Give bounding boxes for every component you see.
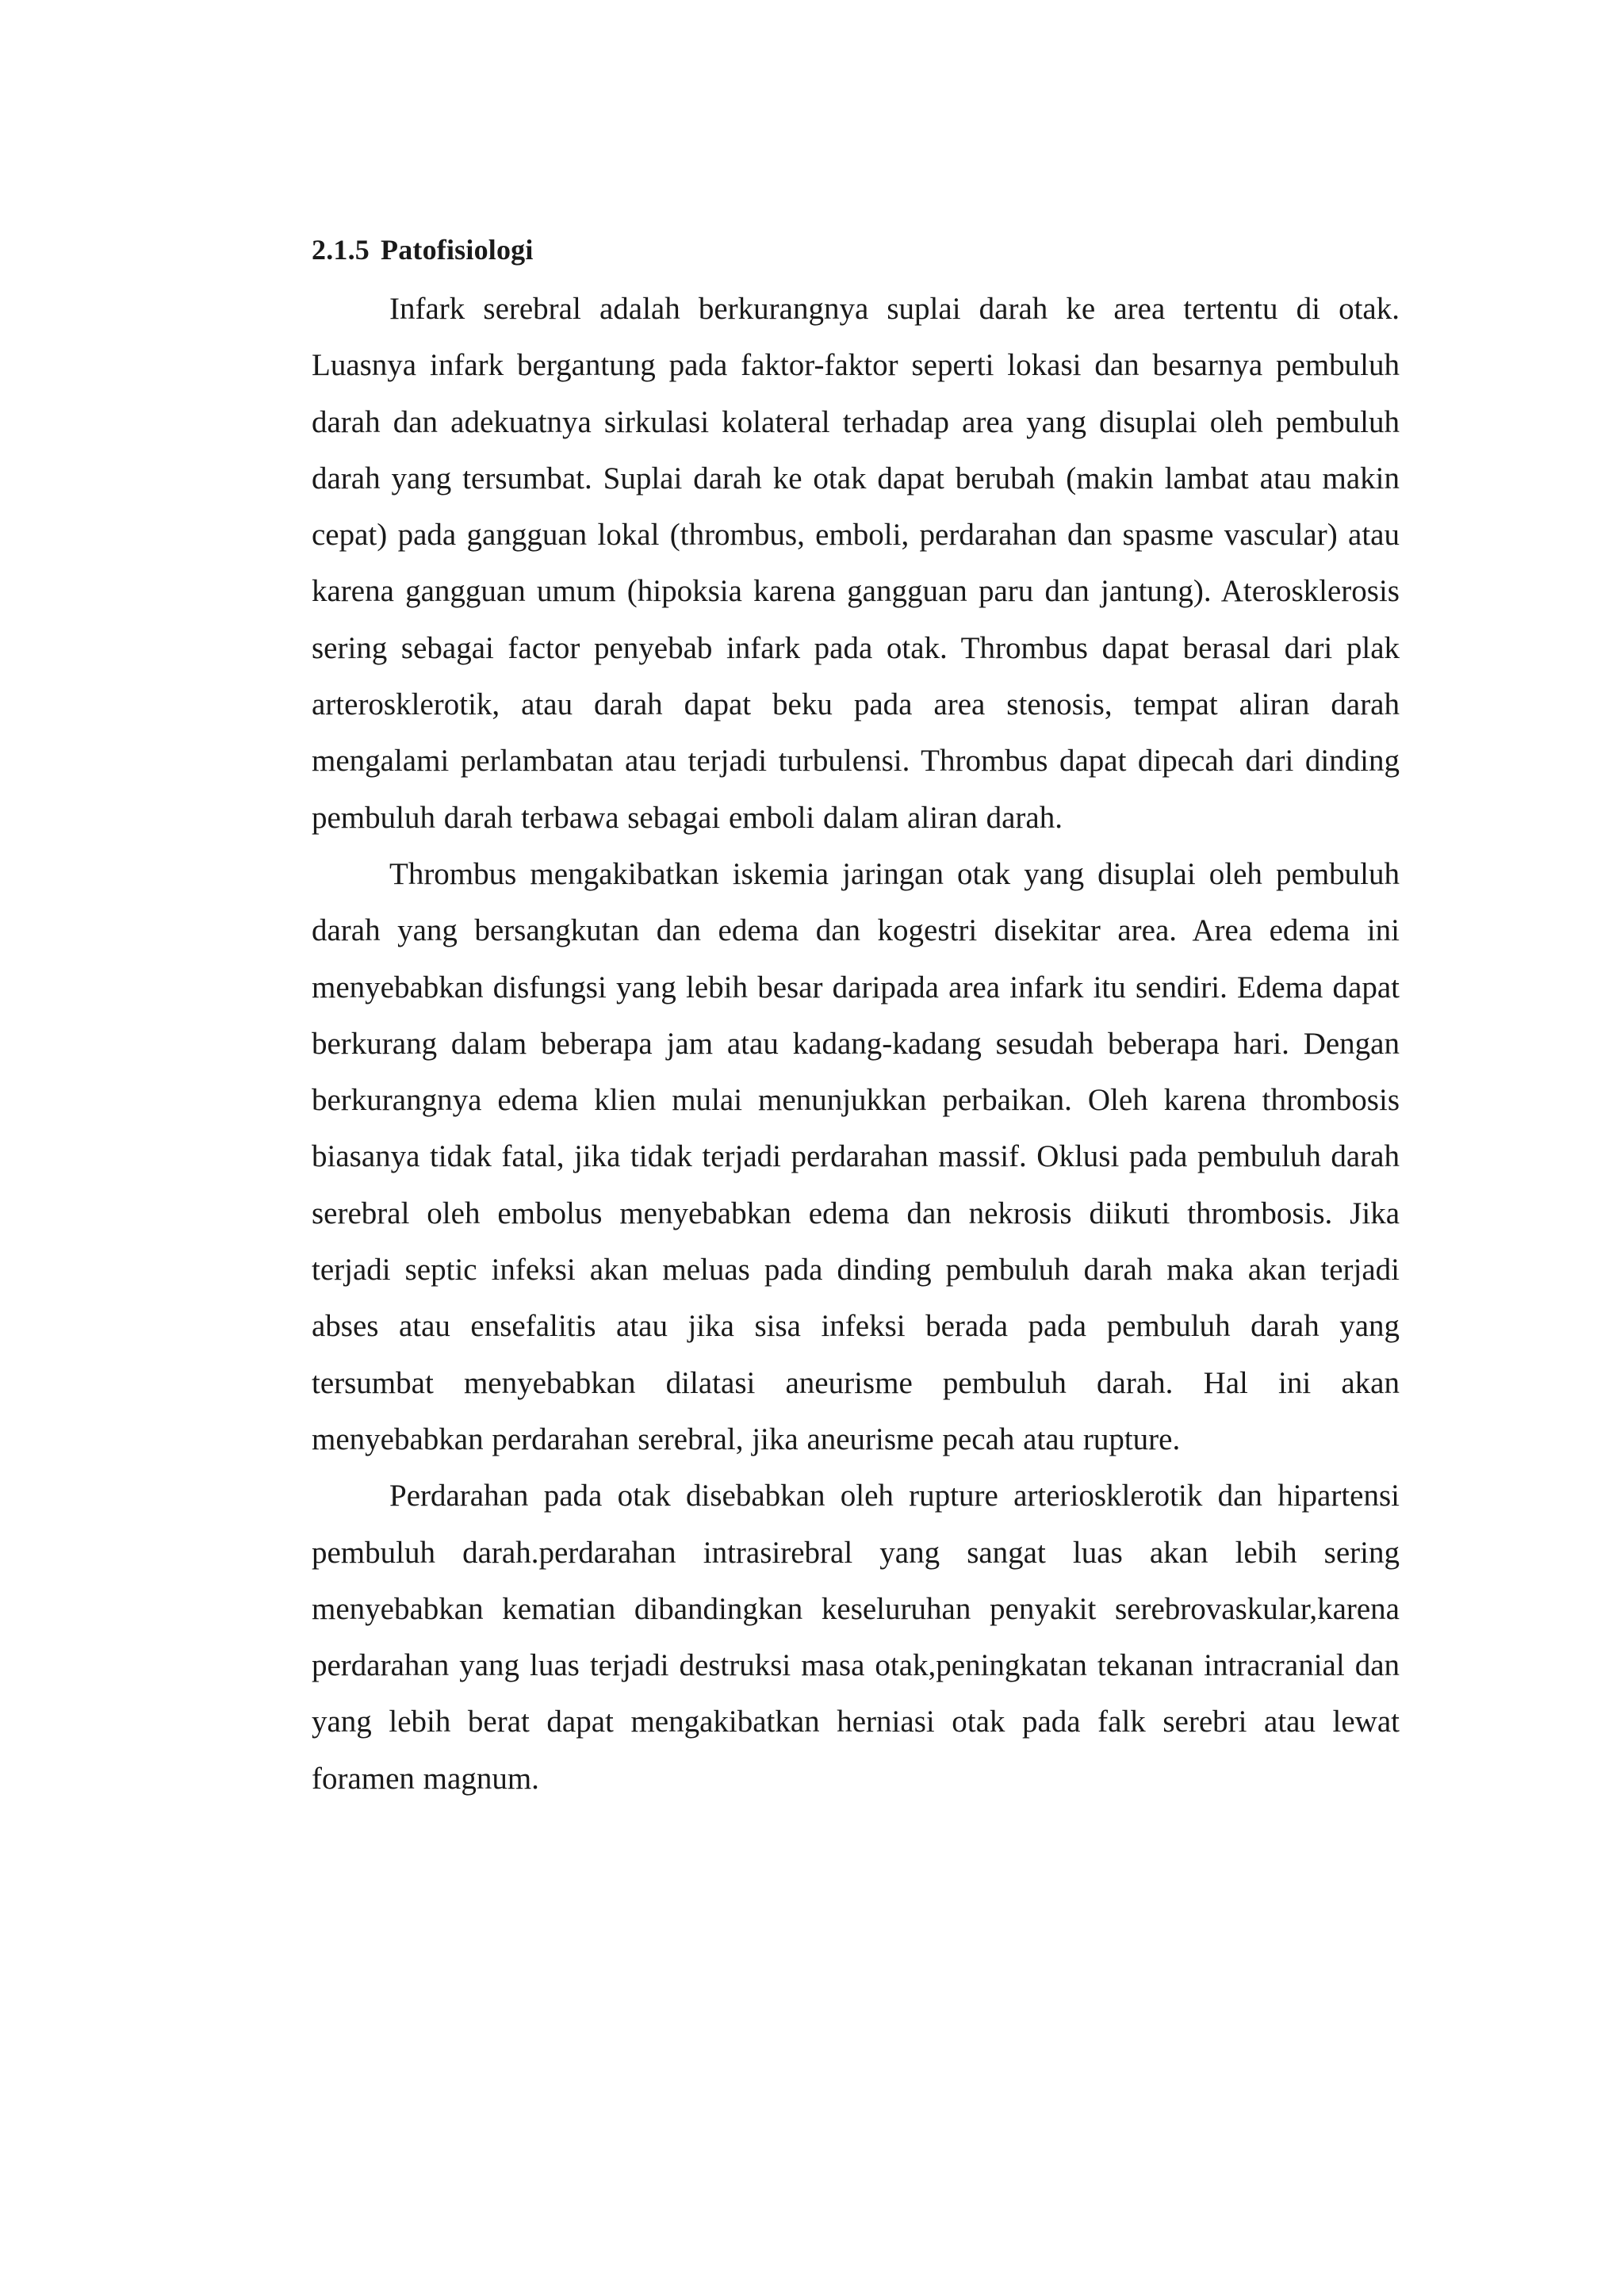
section-heading — [312, 230, 1400, 270]
paragraph-2: Thrombus mengakibatkan iskemia jaringan otak yang disuplai oleh pembuluh darah yang bersangkutan dan edema dan kogestri disekitar area. Area edema ini menyebabkan disfungsi yang lebih besar daripada area infark itu sendiri. Edema dapat berkurang dalam beberapa jam atau kadang-kadang sesudah beberapa hari. Dengan berkurangnya edema klien mulai menunjukkan perbaikan. Oleh karena thrombosis biasanya tidak fatal, jika tidak terjadi perdarahan massif. Oklusi pada pembuluh darah serebral oleh embolus menyebabkan edema dan nekrosis diikuti thrombosis. Jika terjadi septic infeksi akan meluas pada dinding pembuluh darah maka akan terjadi abses atau ensefalitis atau jika sisa infeksi berada pada pembuluh darah yang tersumbat menyebabkan dilatasi aneurisme pembuluh darah. Hal ini akan menyebabkan perdarahan serebral, jika aneurisme pecah atau rupture. — [312, 856, 1400, 1456]
paragraph-1: Infark serebral adalah berkurangnya suplai darah ke area tertentu di otak. Luasnya infark bergantung pada faktor-faktor seperti lokasi dan besarnya pembuluh darah dan adekuatnya sirkulasi kolateral terhadap area yang disuplai oleh pembuluh darah yang tersumbat. Suplai darah ke otak dapat berubah (makin lambat atau makin cepat) pada gangguan lokal (thrombus, emboli, perdarahan dan spasme vascular) atau karena gangguan umum (hipoksia karena gangguan paru dan jantung). Aterosklerosis sering sebagai factor penyebab infark pada otak. Thrombus dapat berasal dari plak arterosklerotik, atau darah dapat beku pada area stenosis, tempat aliran darah mengalami perlambatan atau terjadi turbulensi. Thrombus dapat dipecah dari dinding pembuluh darah terbawa sebagai emboli dalam aliran darah. — [312, 292, 1400, 835]
page-content — [312, 230, 1400, 1807]
section-number: 2.1.5 — [312, 234, 370, 266]
section-title: Patofisiologi — [381, 234, 534, 266]
paragraph-3: Perdarahan pada otak disebabkan oleh rupture arteriosklerotik dan hipartensi pembuluh darah.perdarahan intrasirebral yang sangat luas akan lebih sering menyebabkan kematian dibandingkan keseluruhan penyakit serebrovaskular,karena perdarahan yang luas terjadi destruksi masa otak,peningkatan tekanan intracranial dan yang lebih berat dapat mengakibatkan herniasi otak pada falk serebri atau lewat foramen magnum. — [312, 1479, 1400, 1796]
